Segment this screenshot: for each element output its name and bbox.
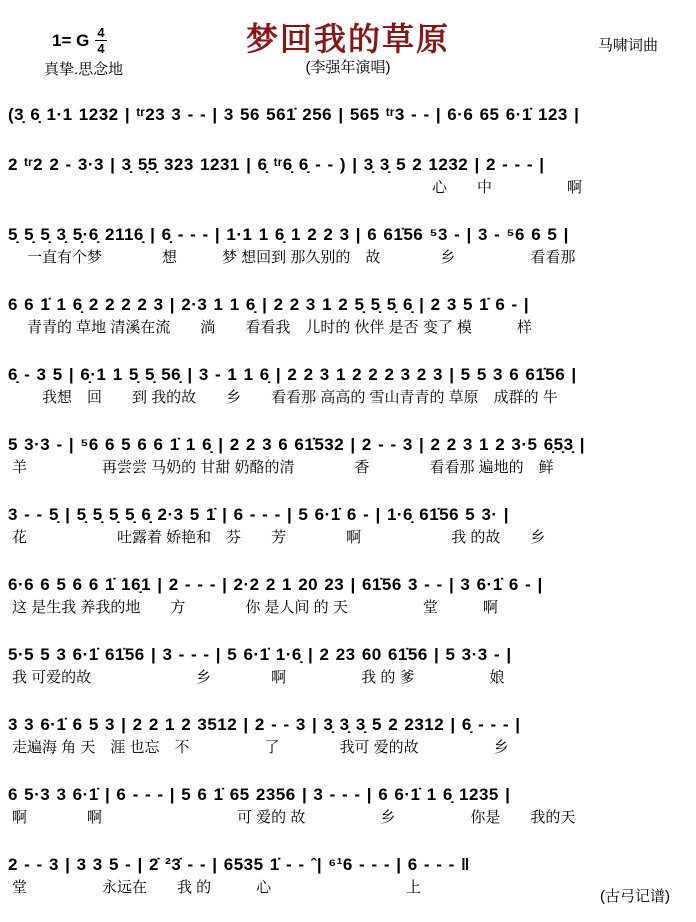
notation-line: 2 - - 3 | 3 3 5 - | 2̇ ²3̇ - - | 6535 1̇ - - ˆ| ⁶¹6 - - - | 6 - - - ‖ [8,855,470,874]
expression-marking: 真挚.思念地 [44,61,124,78]
notation-line: (3̣ 6̣ 1·1 1232 | ᵗʳ23 3 - - | 3 56 561̇ 256 | 565 ᵗʳ3 - - | 6·6 65 6·1̇ 123 | [8,105,580,124]
lyrics-line: 啊 啊 可 爱的 故 乡 你是 我的天 [12,809,576,826]
lyrics-line: 这 是生我 养我的地 方 你 是人间 的 天 堂 啊 [12,599,498,616]
score-header [0,0,696,92]
lyrics-line: 花 吐露着 娇艳和 芬 芳 啊 我 的故 乡 [12,529,546,546]
notation-line: 6·6 6 5 6 6 1̇ 16̣1 | 2 - - - | 2·2 2 1 20 23 | 61̇56 3 - - | 3 6·1̇ 6 - | [8,575,543,594]
performer-credit: (李强年演唱) [305,59,391,76]
notation-line: 6 6 1̇ 1 6̣ 2 2 2 2 3 | 2·3 1 1 6̣ | 2 2 3 1 2 5̣ 5̣ 5̣ 6̣ | 2 3 5 1̇ 6 - | [8,295,530,314]
notation-line: 6 5·3 3 6·1̇ | 6 - - - | 5 6 1̇ 65 2356 | 3 - - - | 6 6·1̇ 1 6̣ 1235 | [8,785,511,804]
notation-line: 3 3 6·1̇ 6 5 3 | 2 2 1 2 3512 | 2 - - 3 | 3̣ 3̣ 3̣ 5 2 2312 | 6̣ - - - | [8,715,521,734]
music-system-5 [0,348,696,418]
notation-line: 5·5 5 3 6·1̇ 61̇56 | 3 - - - | 5 6·1̇ 1·6̣ | 2 23 60 61̇56 | 5 3·3 - | [8,645,512,664]
lyrics-line: 我 可爱的故 乡 啊 我 的 爹 娘 [12,669,505,686]
lyrics-line: 堂 永远在 我 的 心 上 [12,879,422,896]
music-system-6 [0,418,696,488]
key-label: 1= G [52,30,90,50]
notation-line: 5̣ 5̣ 5̣ 3̣ 5̣·6̣ 2116̣ | 6̣ - - - | 1·1 1 6̣ 1 2 2 3 | 6 61̇56 ⁵3 - | 3 - ⁵6 6 5 | [8,225,569,244]
lyrics-line: 心 中 啊 [12,179,583,196]
music-system-3 [0,208,696,278]
time-signature-numerator: 4 [97,25,105,40]
song-title: 梦回我的草原 [245,21,450,57]
transcriber-credit: (古弓记谱) [600,888,670,905]
time-signature-denominator: 4 [97,41,105,56]
music-system-4 [0,278,696,348]
notation-line: 5 3·3 - | ⁵6 6 5 6 6 1̇ 1 6̣ | 2 2 3 6 61̇532 | 2 - - 3 | 2 2 3 1 2 3·5 6̣5̣3̣ | [8,435,586,454]
lyrics-line: 一直有个梦 想 梦 想回到 那久别的 故 乡 看看那 [12,249,576,266]
lyrics-line: 走遍海 角 天 涯 也忘 不 了 我可 爱的故 乡 [12,739,509,756]
music-system-8 [0,558,696,628]
music-system-12 [0,838,696,908]
music-system-11 [0,768,696,838]
music-system-7 [0,488,696,558]
music-system-2 [0,138,696,208]
music-system-1 [0,88,696,138]
lyrics-line: 青青的 草地 清溪在流 淌 看看我 儿时的 伙伴 是否 变了 模 样 [12,319,533,336]
notation-line: 3 - - 5̣ | 5̣ 5̣ 5̣ 5̣ 6̣ 2·3 5 1̇ | 6 - - - | 5 6·1̇ 6 - | 1·6̣ 61̇56 5 3· | [8,505,510,524]
score-body [0,88,696,908]
notation-line: 6̣ - 3 5 | 6̣·1 1 5̣ 5̣ 56̣ | 3 - 1 1 6̣ | 2 2 3 1 2 2 2 3 2 3 | 5 5 3 6 61̇56 | [8,365,577,384]
music-system-10 [0,698,696,768]
lyrics-line: 我想 回 到 我的故 乡 看看那 高高的 雪山青青的 草原 成群的 牛 [12,389,558,406]
music-system-9 [0,628,696,698]
composer-credit: 马啸词曲 [597,37,658,54]
lyrics-line: 羊 再尝尝 马奶的 甘甜 奶酪的清 香 看看那 遍地的 鲜 [12,459,554,476]
notation-line: 2 ᵗʳ2 2 - 3·3 | 3̣ 5̣5̣ 323 1231 | 6̣ ᵗʳ6̣ 6̣ - - ) | 3̣ 3̣ 5 2 1232 | 2 - - - | [8,155,545,174]
